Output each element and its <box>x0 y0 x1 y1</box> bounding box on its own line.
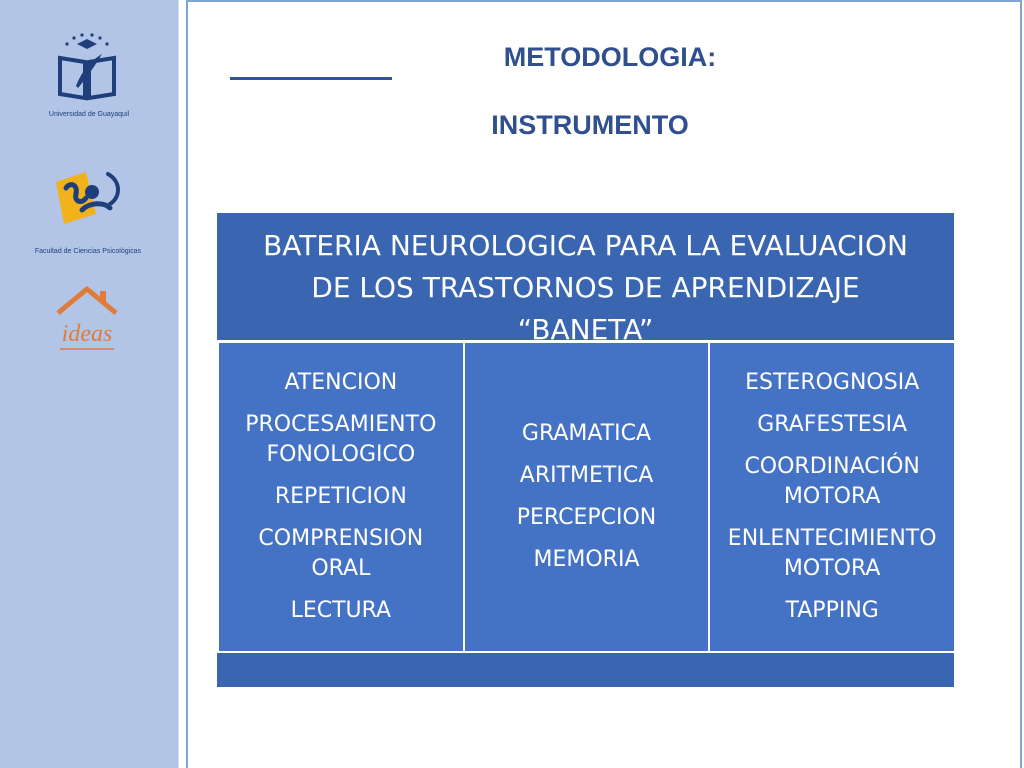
table-cell: ENLENTECIMIENTO MOTORA <box>727 526 937 581</box>
table-cell: PROCESAMIENTO FONOLOGICO <box>245 412 437 467</box>
table-cell: TAPPING <box>785 598 879 623</box>
table-column-1 <box>217 343 465 651</box>
table-cell: GRAMATICA <box>521 421 652 446</box>
faculty-logo <box>52 168 124 226</box>
table-cell: COMPRENSION ORAL <box>258 526 424 581</box>
table-cell: ARITMETICA <box>519 463 654 488</box>
table-footer-row <box>217 651 954 687</box>
slide-title: METODOLOGIA: <box>503 42 717 72</box>
table-column-3 <box>710 343 954 651</box>
slide-subtitle: INSTRUMENTO <box>491 110 689 140</box>
table-header-line: BATERIA NEUROLOGICA PARA LA EVALUACION <box>263 229 908 262</box>
table-cell: COORDINACIÓN MOTORA <box>744 454 920 509</box>
table-cell: LECTURA <box>290 598 392 623</box>
table-columns <box>217 343 954 651</box>
title-rule <box>230 77 392 80</box>
ideas-logo-text: ideas <box>61 321 113 347</box>
ideas-logo <box>52 283 122 353</box>
baneta-table <box>217 213 954 687</box>
table-cell: REPETICION <box>274 484 407 509</box>
table-header-line: “BANETA” <box>517 313 654 346</box>
table-column-2 <box>465 343 711 651</box>
faculty-caption: Facultad de Ciencias Psicológicas <box>34 248 142 255</box>
table-cell: ATENCION <box>284 370 398 395</box>
table-cell: MEMORIA <box>533 547 640 572</box>
university-caption: Universidad de Guayaquil <box>48 111 130 118</box>
sidebar <box>0 0 178 768</box>
table-cell: GRAFESTESIA <box>757 412 908 437</box>
table-header-line: DE LOS TRASTORNOS DE APRENDIZAJE <box>311 271 860 304</box>
table-header <box>217 213 954 346</box>
table-cell: ESTEROGNOSIA <box>745 370 920 395</box>
university-of-guayaquil-logo <box>52 30 122 104</box>
table-cell: PERCEPCION <box>516 505 657 530</box>
